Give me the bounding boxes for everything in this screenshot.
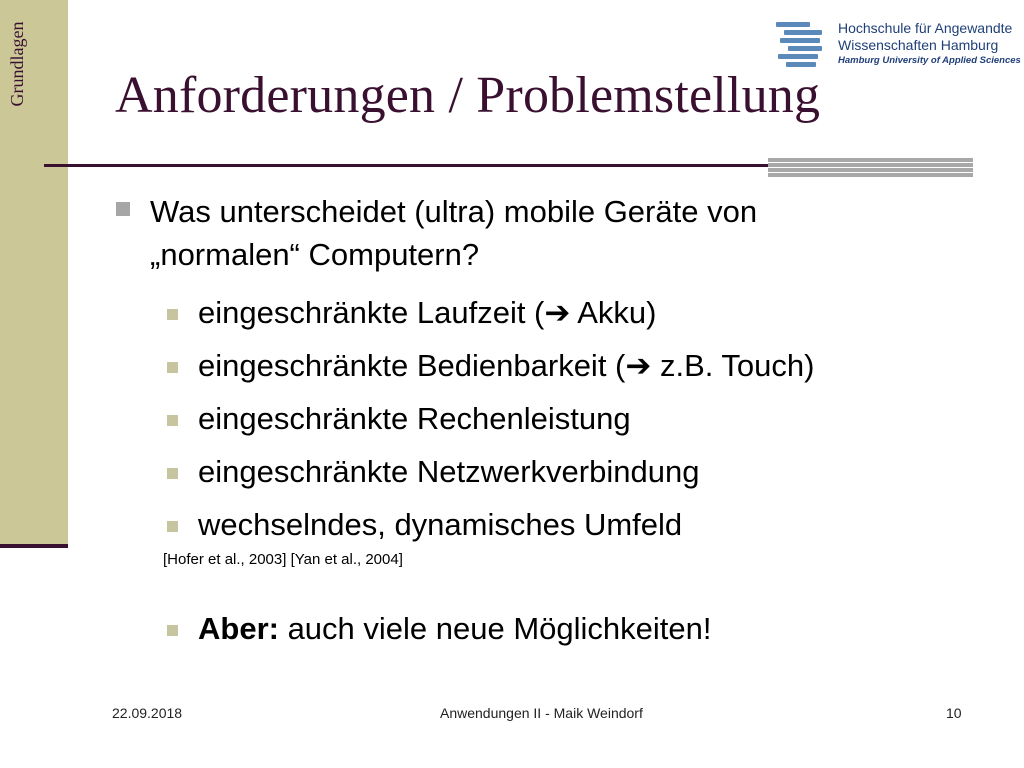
sub-point: eingeschränkte Rechenleistung xyxy=(198,401,631,436)
logo-bar xyxy=(788,46,822,51)
title-underline xyxy=(44,164,772,167)
slide-title: Anforderungen / Problemstellung xyxy=(115,67,821,124)
sub-point: eingeschränkte Netzwerkverbindung xyxy=(198,454,700,489)
final-point xyxy=(198,609,712,649)
footer-date: 22.09.2018 xyxy=(112,705,183,721)
citation: [Hofer et al., 2003] [Yan et al., 2004] xyxy=(163,551,403,568)
logo-text-line3: Hamburg University of Applied Sciences xyxy=(838,55,1021,66)
title-underline-accent xyxy=(768,158,973,178)
footer-center-text: Anwendungen II - Maik Weindorf xyxy=(440,705,643,721)
logo-bar xyxy=(780,38,820,43)
main-point xyxy=(150,190,970,276)
final-point-text: auch viele neue Möglichkeiten! xyxy=(278,611,712,646)
sub-point: eingeschränkte Laufzeit (➔ Akku) xyxy=(198,295,657,330)
sub-bullet-icon xyxy=(167,625,178,636)
logo-bar xyxy=(778,54,818,59)
page-number: 10 xyxy=(946,705,962,721)
section-label: Grundlagen xyxy=(7,21,27,107)
final-point-emphasis: Aber: xyxy=(198,611,279,646)
sidebar-divider xyxy=(0,544,68,548)
logo-bar xyxy=(776,22,810,27)
sub-point: eingeschränkte Bedienbarkeit (➔ z.B. Touch) xyxy=(198,348,815,383)
sub-bullet-icon xyxy=(167,415,178,426)
logo-text-line1: Hochschule für Angewandte xyxy=(838,20,1013,36)
logo-bar xyxy=(784,30,822,35)
logo-mark-icon xyxy=(776,22,822,66)
sub-bullet-icon xyxy=(167,521,178,532)
sub-bullet-icon xyxy=(167,468,178,479)
main-point-line2: „normalen“ Computern? xyxy=(150,237,480,272)
sub-bullet-icon xyxy=(167,309,178,320)
sub-bullet-icon xyxy=(167,362,178,373)
bullet-square-icon xyxy=(116,202,130,216)
main-point-line1: Was unterscheidet (ultra) mobile Geräte von xyxy=(150,194,758,229)
sub-point: wechselndes, dynamisches Umfeld xyxy=(198,507,683,542)
university-logo xyxy=(776,20,1022,72)
logo-text-line2: Wissenschaften Hamburg xyxy=(838,37,999,53)
